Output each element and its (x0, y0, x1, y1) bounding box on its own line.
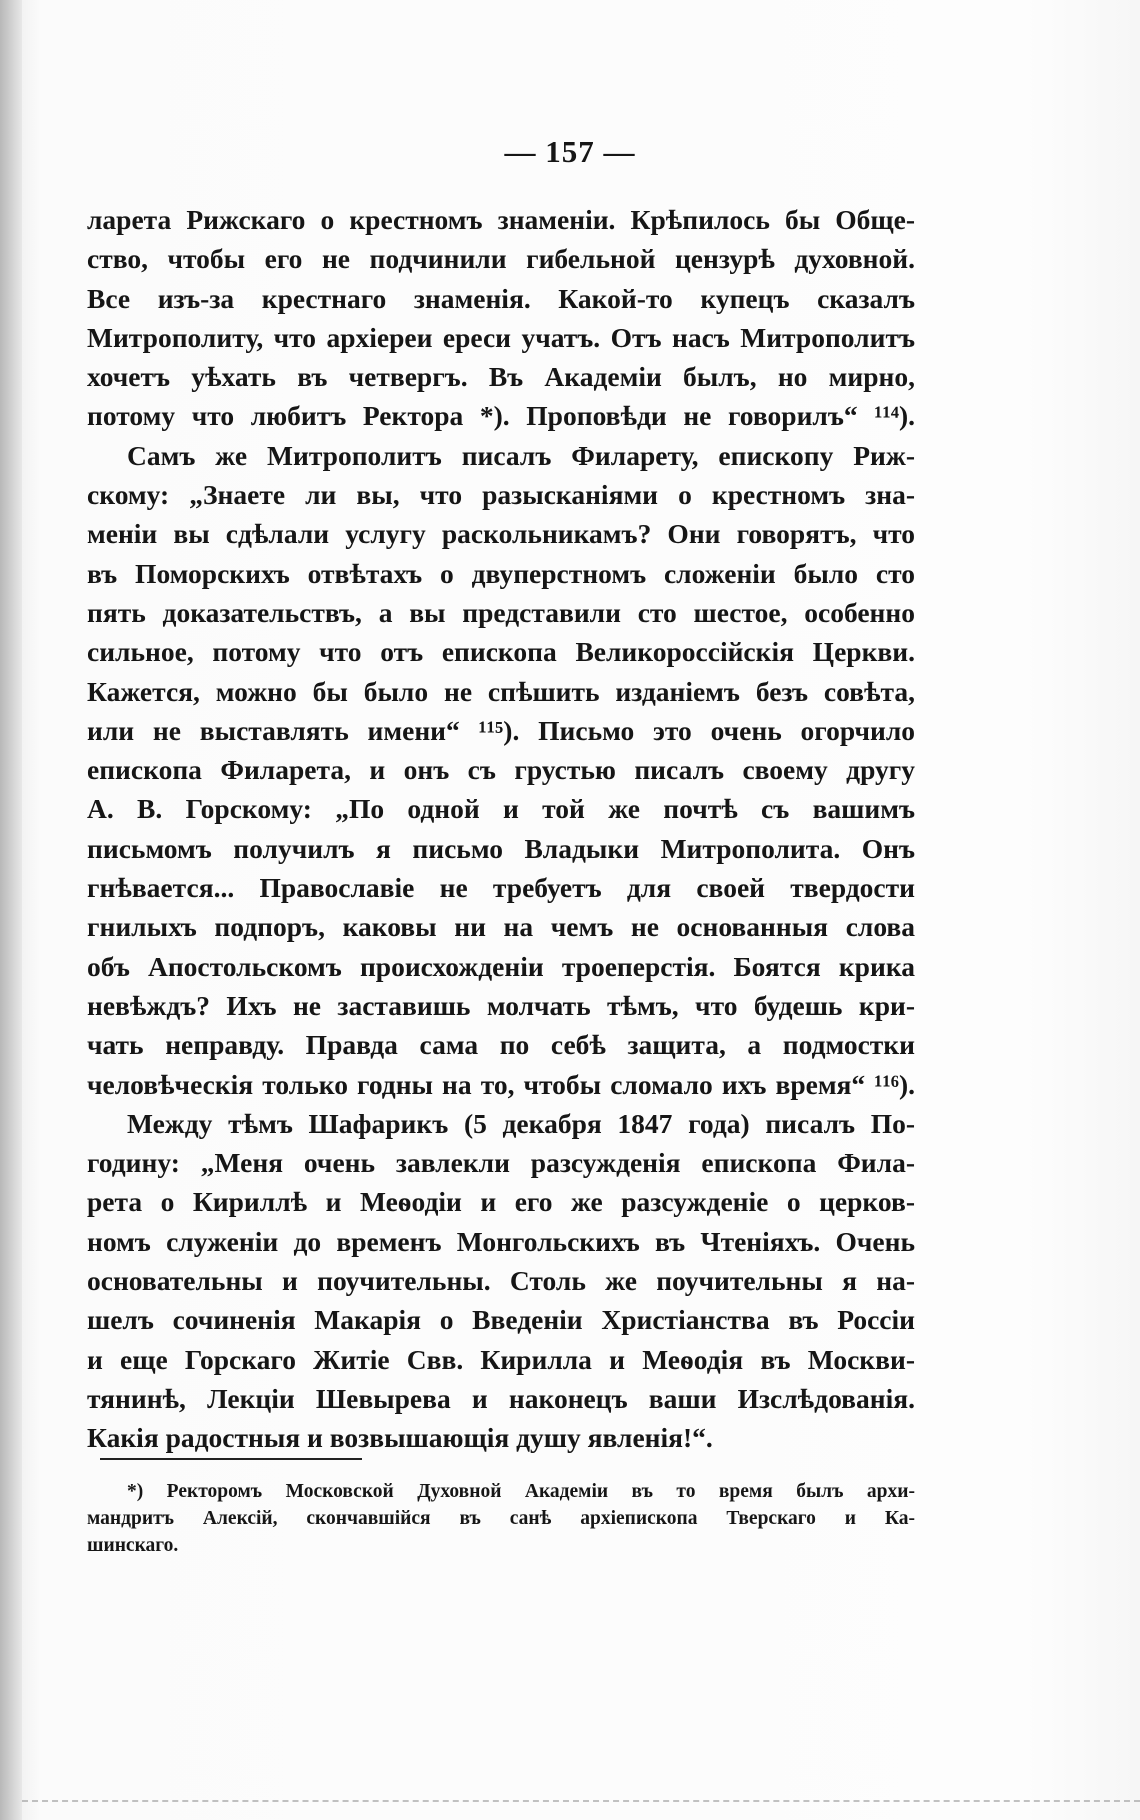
text-line: сильное, потому что отъ епископа Великороссійскія Церкви. (87, 636, 915, 668)
footnote-rule (100, 1458, 362, 1460)
text-line: потому что любитъ Ректора *). Проповѣди не говорилъ“ ¹¹⁴). (87, 400, 915, 432)
page-spine-shadow (0, 0, 22, 1820)
page-number: — 157 — (504, 134, 636, 169)
footnote-line: мандритъ Алексій, скончавшійся въ санѣ архіепископа Тверскаго и Ка- (87, 1508, 915, 1529)
text-line: чать неправду. Правда сама по себѣ защита, а подмостки (87, 1029, 915, 1061)
text-line: хочетъ уѣхать въ четвергъ. Въ Академіи былъ, но мирно, (87, 361, 915, 393)
text-line: человѣческія только годны на то, чтобы сломало ихъ время“ ¹¹⁶). (87, 1068, 915, 1100)
text-line: ларета Рижскаго о крестномъ знаменіи. Крѣпилось бы Обще- (87, 204, 915, 235)
text-line: меніи вы сдѣлали услугу раскольникамъ? Они говорятъ, что (87, 518, 915, 550)
text-line: Самъ же Митрополитъ писалъ Филарету, епископу Риж- (127, 439, 915, 471)
text-line: годину: „Меня очень завлекли разсужденія епископа Фила- (87, 1147, 915, 1179)
scan-edge-marks (22, 1800, 1140, 1810)
text-line: или не выставлять имени“ ¹¹⁵). Письмо это очень огорчило (87, 714, 915, 746)
text-line: рета о Кириллѣ и Меѳодіи и его же разсужденіе о церков- (87, 1186, 915, 1218)
footnote-line: шинскаго. (87, 1535, 179, 1556)
text-line: епископа Филарета, и онъ съ грустью писалъ своему другу (87, 754, 915, 786)
text-line: Все изъ-за крестнаго знаменія. Какой-то купецъ сказалъ (87, 282, 915, 314)
footnote-line: *) Ректоромъ Московской Духовной Академіи въ то время былъ архи- (127, 1481, 915, 1502)
text-line: невѣждъ? Ихъ не заставишь молчать тѣмъ, что будешь кри- (87, 989, 915, 1021)
text-line: скому: „Знаете ли вы, что разысканіями о крестномъ зна- (87, 479, 915, 511)
text-line: гнѣвается... Православіе не требуетъ для своей твердости (87, 872, 915, 904)
text-line: Между тѣмъ Шафарикъ (5 декабря 1847 года) писалъ По- (127, 1107, 915, 1139)
text-line: пять доказательствъ, а вы представили сто шестое, особенно (87, 596, 915, 628)
text-line: гнилыхъ подпоръ, каковы ни на чемъ не основанныя слова (87, 911, 915, 943)
body-text (87, 200, 915, 1458)
text-line: и еще Горскаго Житіе Свв. Кирилла и Меѳодія въ Москви- (87, 1343, 915, 1375)
text-line: Какія радостныя и возвышающія душу явленія!“. (87, 1422, 713, 1454)
text-line: шелъ сочиненія Макарія о Введеніи Христіанства въ Россіи (87, 1304, 915, 1336)
text-line: объ Апостольскомъ происхожденіи троеперстія. Боятся крика (87, 950, 915, 982)
text-line: въ Поморскихъ отвѣтахъ о двуперстномъ сложеніи было сто (87, 557, 915, 589)
text-line: основательны и поучительны. Столь же поучительны я на- (87, 1265, 915, 1297)
text-line: ство, чтобы его не подчинили гибельной цензурѣ духовной. (87, 243, 915, 275)
footnote (87, 1478, 915, 1559)
text-line: Митрополиту, что архіереи ереси учатъ. Отъ насъ Митрополитъ (87, 321, 915, 353)
text-line: номъ служеніи до временъ Монгольскихъ въ Чтеніяхъ. Очень (87, 1225, 915, 1257)
text-line: А. В. Горскому: „По одной и той же почтѣ съ вашимъ (87, 793, 915, 825)
text-line: письмомъ получилъ я письмо Владыки Митрополита. Онъ (87, 832, 915, 864)
text-line: тянинѣ, Лекціи Шевырева и наконецъ ваши Изслѣдованія. (87, 1382, 915, 1414)
text-line: Кажется, можно бы было не спѣшить изданіемъ безъ совѣта, (87, 675, 915, 707)
